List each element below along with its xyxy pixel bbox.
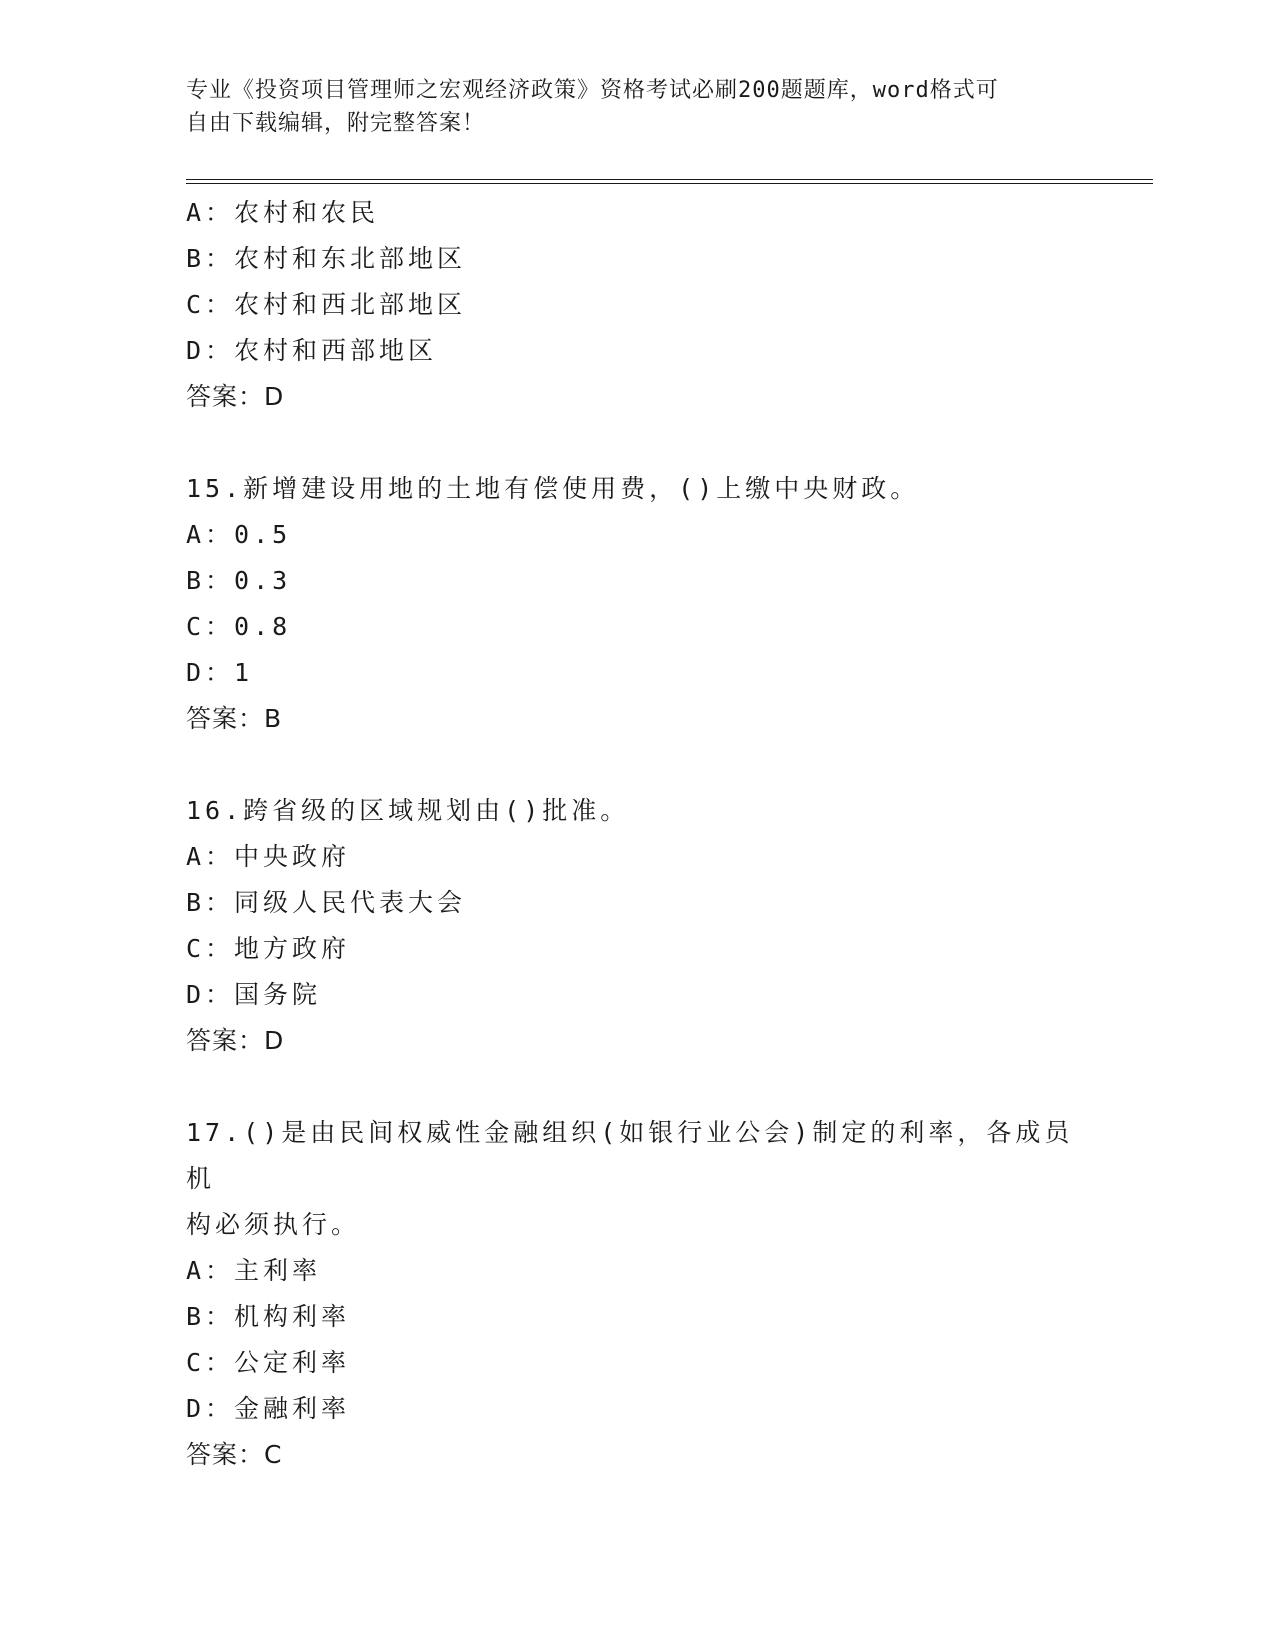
option-d: D：国务院	[186, 980, 322, 1009]
option-b: B：机构利率	[186, 1302, 351, 1331]
question-stem: 16.跨省级的区域规划由()批准。	[186, 796, 630, 825]
question-17	[186, 1110, 1086, 1478]
option-d: D：1	[186, 658, 254, 687]
question-15	[186, 466, 1086, 742]
answer-line: 答案：C	[186, 1440, 283, 1469]
question-stem-line-2: 构必须执行。	[186, 1210, 361, 1239]
option-c: C：农村和西北部地区	[186, 290, 467, 319]
header-divider-top	[186, 179, 1153, 180]
document-header	[186, 74, 1086, 140]
option-b: B：0.3	[186, 566, 292, 595]
option-c: C：0.8	[186, 612, 292, 641]
option-c: C：地方政府	[186, 934, 351, 963]
answer-line: 答案：D	[186, 1026, 285, 1055]
header-divider-bottom	[186, 183, 1153, 184]
option-b: B：同级人民代表大会	[186, 888, 467, 917]
answer-line: 答案：D	[186, 382, 285, 411]
spacer	[186, 420, 1086, 466]
option-a: A：0.5	[186, 520, 292, 549]
option-a: A：农村和农民	[186, 198, 380, 227]
header-title-line-2: 自由下载编辑，附完整答案！	[186, 111, 486, 136]
question-stem-line-1: 17.()是由民间权威性金融组织(如银行业公会)制定的利率，各成员机	[186, 1118, 1074, 1193]
spacer	[186, 1064, 1086, 1110]
spacer	[186, 742, 1086, 788]
option-d: D：金融利率	[186, 1394, 351, 1423]
question-list	[186, 190, 1086, 1478]
question-16	[186, 788, 1086, 1064]
option-d: D：农村和西部地区	[186, 336, 438, 365]
option-a: A：主利率	[186, 1256, 322, 1285]
header-title-line-1: 专业《投资项目管理师之宏观经济政策》资格考试必刷200题题库，word格式可	[186, 78, 999, 103]
option-b: B：农村和东北部地区	[186, 244, 467, 273]
question-14	[186, 190, 1086, 420]
question-stem: 15.新增建设用地的土地有偿使用费，()上缴中央财政。	[186, 474, 920, 503]
option-c: C：公定利率	[186, 1348, 351, 1377]
answer-line: 答案：B	[186, 704, 283, 733]
option-a: A：中央政府	[186, 842, 351, 871]
